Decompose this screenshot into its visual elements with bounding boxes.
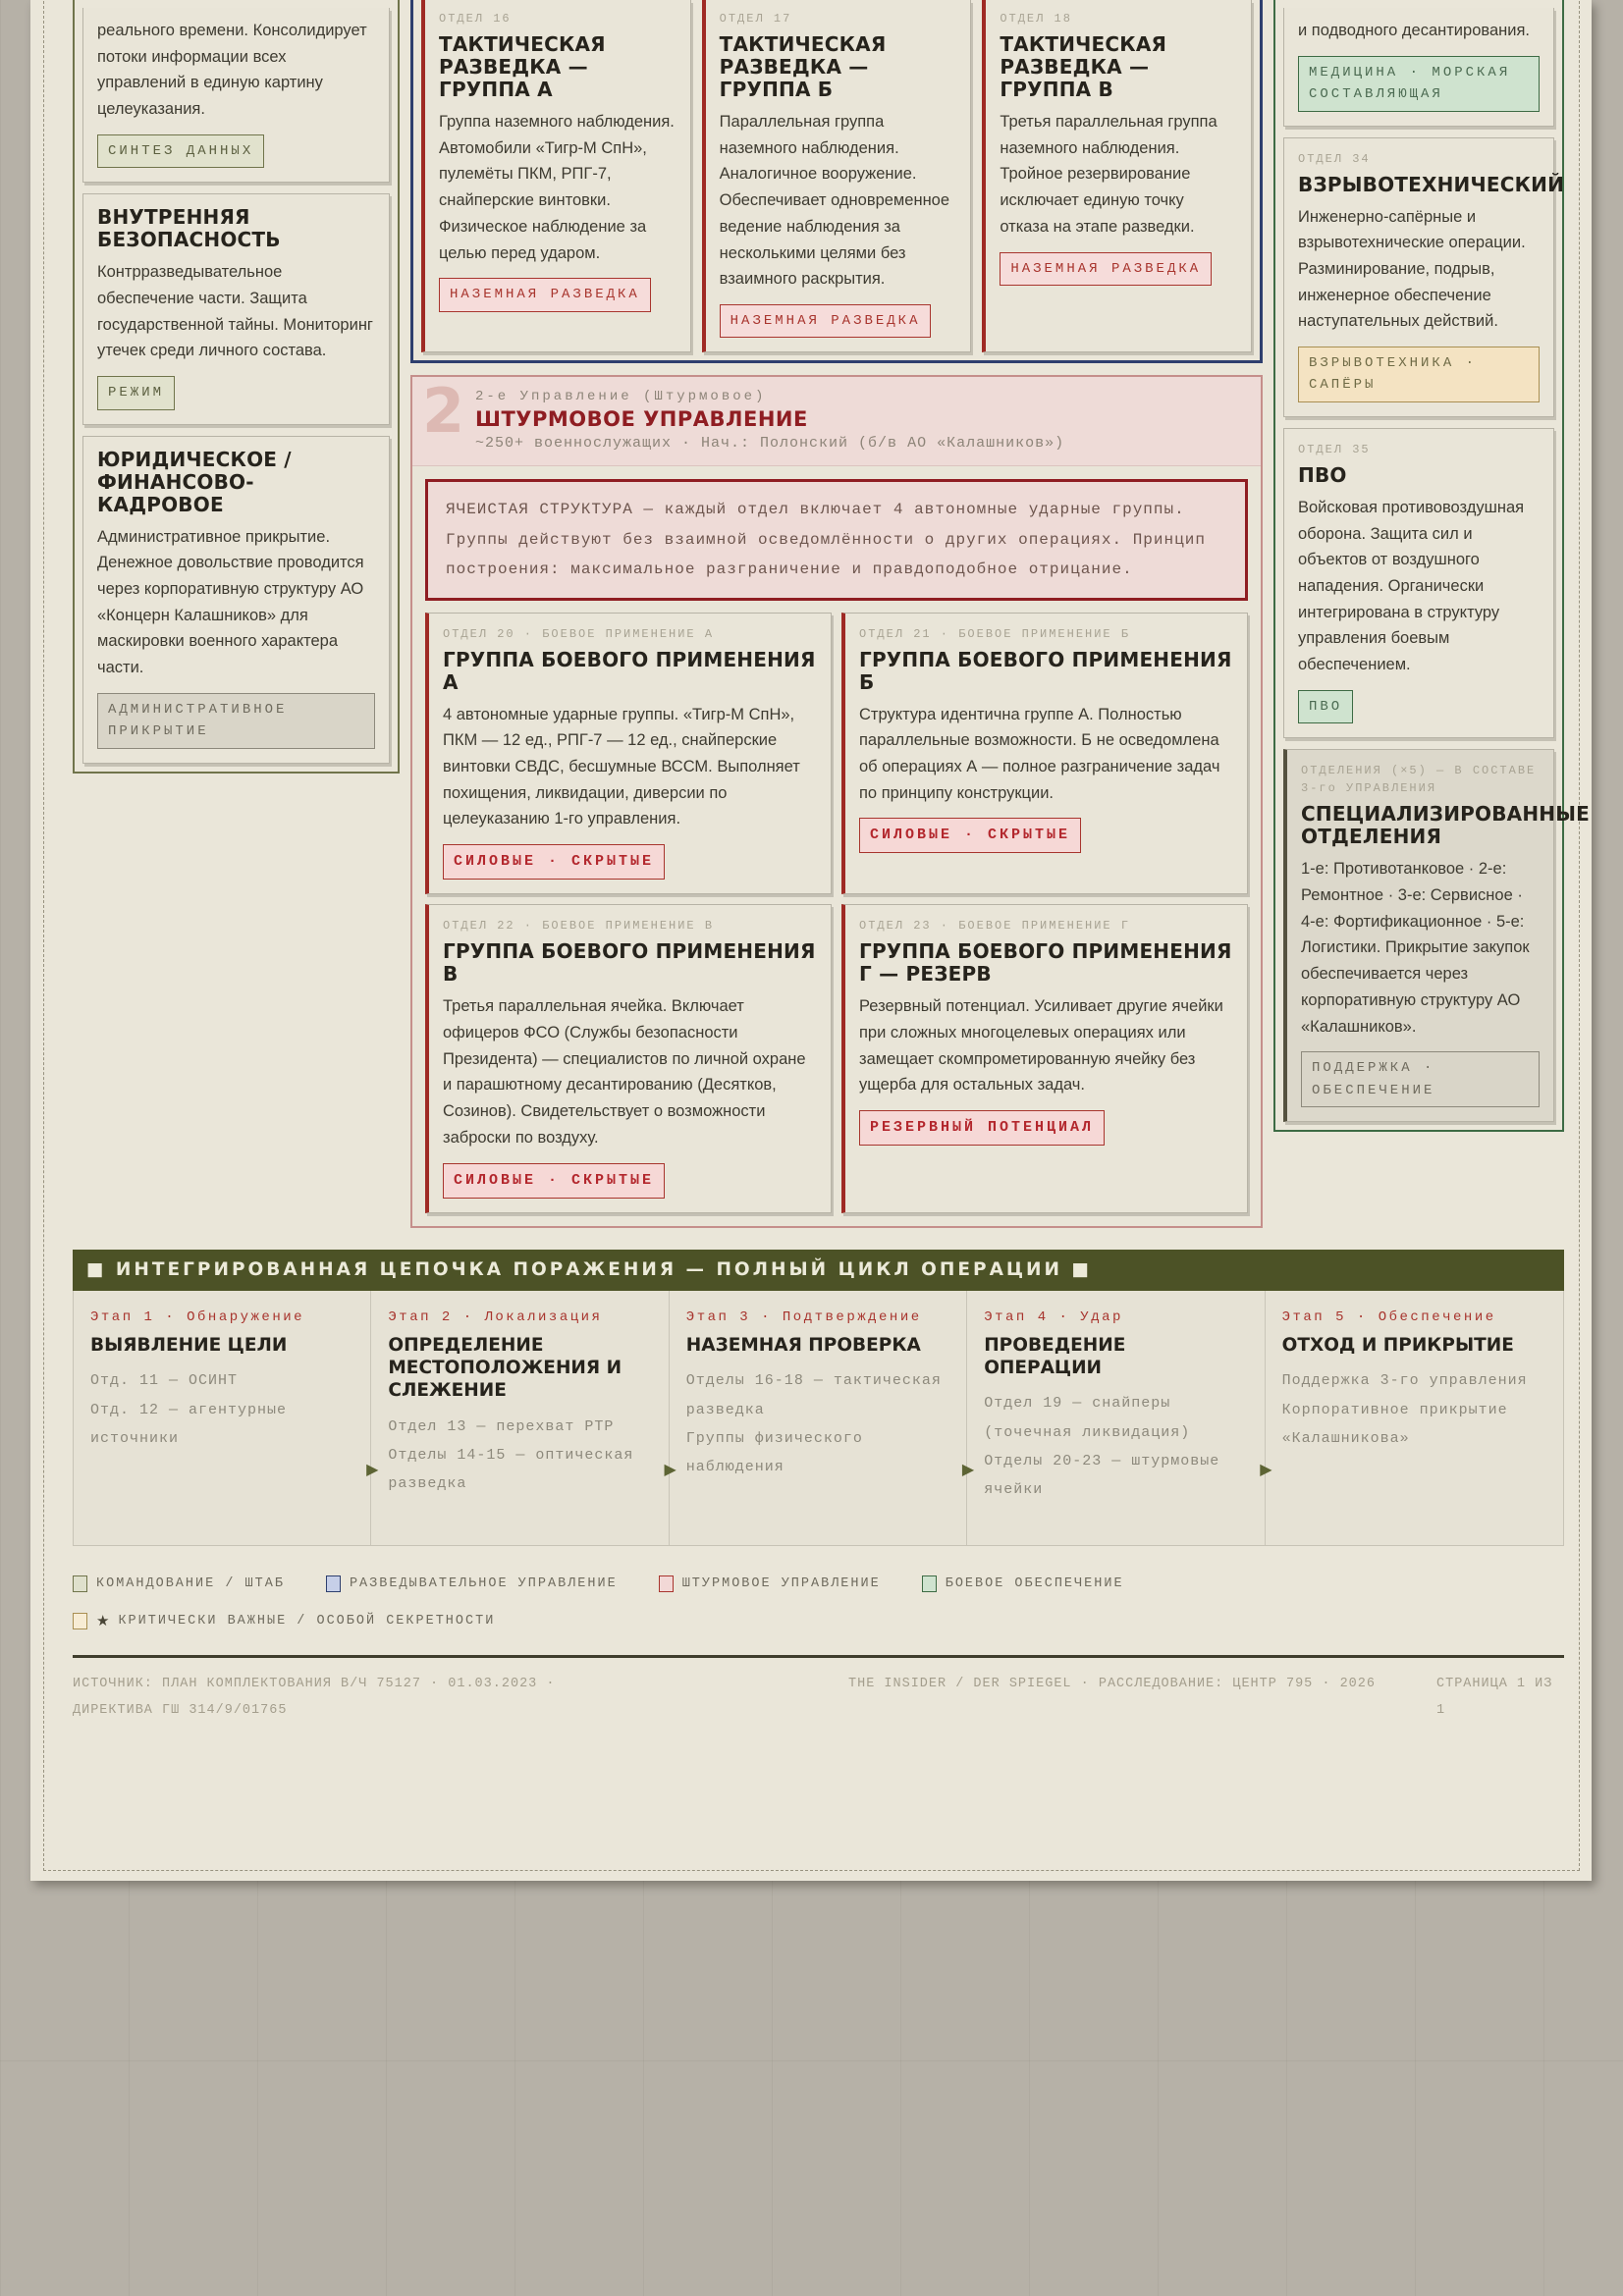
status-badge: ВЗРЫВОТЕХНИКА · САПЁРЫ [1298, 347, 1540, 402]
document-page [30, 0, 1592, 1881]
status-badge: НАЗЕМНАЯ РАЗВЕДКА [720, 304, 932, 338]
card-body-text: Третья параллельная ячейка. Включает офицеров ФСО (Службы безопасности Президента) — специалистов по личной охране и парашютному десантированию (Десятков, Созинов). Свидетельствует о возможности заброски по воздуху. [443, 997, 806, 1147]
kill-chain-stages [73, 1291, 1564, 1547]
card-body-text: Контрразведывательное обеспечение части. Защита государственной тайны. Мониторинг утечек среди личного состава. [97, 263, 373, 360]
stage-line: Отд. 11 — ОСИНТ [90, 1372, 239, 1390]
card-body-text: 1-е: Противотанковое · 2-е: Ремонтное · 3-е: Сервисное · 4-е: Фортификационное · 5-е: Логистики. Прикрытие закупок обеспечивается через корпоративную структуру АО «Калашников». [1301, 860, 1530, 1036]
card-dept-16 [421, 0, 691, 352]
card-title: ВЗРЫВОТЕХНИЧЕСКИЙ [1298, 172, 1565, 196]
assault-cards-grid [425, 613, 1248, 1213]
swatch-green-icon [922, 1575, 937, 1592]
stage-title: ВЫЯВЛЕНИЕ ЦЕЛИ [90, 1335, 288, 1357]
swatch-olive-icon [73, 1575, 87, 1592]
directorate-title: ШТУРМОВОЕ УПРАВЛЕНИЕ [475, 407, 808, 432]
stage-title: ПРОВЕДЕНИЕ ОПЕРАЦИИ [984, 1335, 1126, 1379]
stage-line: Отделы 14-15 — оптическая разведка [388, 1446, 634, 1493]
legend-item-command [73, 1575, 285, 1592]
status-badge: НАЗЕМНАЯ РАЗВЕДКА [439, 278, 651, 311]
stage-line: Отдел 19 — снайперы (точечная ликвидация) [984, 1395, 1191, 1441]
card-data-synthesis [82, 8, 390, 183]
stage-line: Отдел 13 — перехват РТР [388, 1417, 615, 1435]
card-dept-18 [982, 0, 1252, 352]
stage-title: ОПРЕДЕЛЕНИЕ МЕСТОПОЛОЖЕНИЯ И СЛЕЖЕНИЕ [388, 1335, 622, 1402]
legend-label: КРИТИЧЕСКИ ВАЖНЫЕ / ОСОБОЙ СЕКРЕТНОСТИ [118, 1613, 496, 1629]
status-badge: СИЛОВЫЕ · СКРЫТЫЕ [443, 844, 665, 880]
stage-line: Группы физического наблюдения [685, 1429, 863, 1476]
support-column [1273, 0, 1590, 1132]
status-badge: РЕЖИМ [97, 376, 175, 409]
stage-label: Этап 1 · Обнаружение [90, 1308, 305, 1325]
legend-label: КОМАНДОВАНИЕ / ШТАБ [96, 1576, 285, 1592]
card-title: ТАКТИЧЕСКАЯ РАЗВЕДКА — ГРУППА А [439, 32, 606, 101]
org-chart-top-section [73, 0, 1590, 1228]
card-title: ПВО [1298, 462, 1347, 487]
card-dept-34 [1283, 137, 1565, 417]
chain-arrow-icon: ▶ [664, 1461, 676, 1478]
legend-item-assault [659, 1575, 881, 1592]
chain-arrow-icon: ▶ [1260, 1461, 1272, 1478]
stage-2 [371, 1291, 676, 1546]
card-dept-22 [425, 904, 832, 1212]
assault-section [410, 375, 1263, 1227]
swatch-red-icon [659, 1575, 674, 1592]
footer-page-number: СТРАНИЦА 1 ИЗ 1 [1436, 1677, 1553, 1718]
status-badge: МЕДИЦИНА · МОРСКАЯ СОСТАВЛЯЮЩАЯ [1298, 56, 1540, 112]
recon-section [410, 0, 1263, 363]
stage-1 [74, 1291, 379, 1546]
card-legal-finance [82, 436, 390, 764]
stage-label: Этап 4 · Удар [984, 1308, 1123, 1325]
card-body-text: Административное прикрытие. Денежное довольствие проводится через корпоративную структуру АО «Концерн Калашников» для маскировки военного характера части. [97, 527, 364, 677]
status-badge: РЕЗЕРВНЫЙ ПОТЕНЦИАЛ [859, 1110, 1105, 1146]
dept-label: ОТДЕЛ 35 [1298, 442, 1371, 456]
card-dept-21 [841, 613, 1248, 895]
status-badge: ПОДДЕРЖКА · ОБЕСПЕЧЕНИЕ [1301, 1051, 1540, 1107]
card-title: ГРУППА БОЕВОГО ПРИМЕНЕНИЯ Б [859, 647, 1232, 694]
dept-label: ОТДЕЛ 16 [439, 12, 512, 26]
card-dept-20 [425, 613, 832, 895]
status-badge: АДМИНИСТРАТИВНОЕ ПРИКРЫТИЕ [97, 693, 375, 749]
card-specialized-sections [1283, 749, 1590, 1122]
dept-label: ОТДЕЛ 34 [1298, 151, 1371, 166]
stage-3 [670, 1291, 975, 1546]
footer-credit: THE INSIDER / DER SPIEGEL · РАССЛЕДОВАНИЕ: ЦЕНТР 795 · 2026 [848, 1677, 1376, 1692]
dept-label: ОТДЕЛЕНИЯ (×5) — В СОСТАВЕ 3-го УПРАВЛЕНИЯ [1301, 764, 1537, 796]
status-badge: СИНТЕЗ ДАННЫХ [97, 134, 264, 168]
card-body-text: реального времени. Консолидирует потоки информации всех управлений в единую картину целеуказания. [97, 22, 367, 119]
stage-4 [967, 1291, 1272, 1546]
stage-line: Отделы 16-18 — тактическая разведка [685, 1372, 942, 1418]
swatch-amber-icon [73, 1613, 87, 1629]
kill-chain-title: ■ ИНТЕГРИРОВАННАЯ ЦЕПОЧКА ПОРАЖЕНИЯ — ПОЛНЫЙ ЦИКЛ ОПЕРАЦИИ ■ [73, 1250, 1564, 1291]
card-title: ВНУТРЕННЯЯ БЕЗОПАСНОСТЬ [97, 205, 281, 252]
chain-arrow-icon: ▶ [366, 1461, 379, 1478]
stage-line: Корпоративное прикрытие «Калашникова» [1281, 1401, 1508, 1447]
card-body-text: Инженерно-сапёрные и взрывотехнические операции. Разминирование, подрыв, инженерное обеспечение наступательных действий. [1298, 207, 1526, 331]
card-title: СПЕЦИАЛИЗИРОВАННЫЕ ОТДЕЛЕНИЯ [1301, 802, 1590, 849]
card-title: ЮРИДИЧЕСКОЕ / ФИНАНСОВО-КАДРОВОЕ [97, 447, 292, 516]
card-body-text: Резервный потенциал. Усиливает другие ячейки при сложных многоцелевых операциях или замещает скомпрометированную ячейку без ущерба для остальных задач. [859, 997, 1223, 1095]
card-medical-naval [1283, 8, 1554, 127]
legend [73, 1575, 1564, 1629]
directorate-kicker: 2-е Управление (Штурмовое) [475, 389, 767, 405]
card-body-text: Структура идентична группе А. Полностью параллельные возможности. Б не осведомлена об операциях А — полное разграничение задач по принципу конструкции. [859, 705, 1220, 802]
dept-label: ОТДЕЛ 20 · БОЕВОЕ ПРИМЕНЕНИЕ А [443, 626, 715, 641]
card-dept-35 [1283, 428, 1554, 738]
card-title: ГРУППА БОЕВОГО ПРИМЕНЕНИЯ В [443, 939, 816, 987]
chain-arrow-icon: ▶ [961, 1461, 975, 1478]
card-body-text: Войсковая противовоздушная оборона. Защита сил и объектов от воздушного нападения. Органически интегрирована в структуру управления боевым обеспечением. [1298, 498, 1525, 674]
dept-label: ОТДЕЛ 18 [1000, 12, 1072, 26]
legend-row-secret [73, 1612, 1564, 1629]
status-badge: СИЛОВЫЕ · СКРЫТЫЕ [443, 1163, 665, 1199]
status-badge: ПВО [1298, 690, 1353, 723]
legend-item-support [922, 1575, 1124, 1592]
stage-line: Отделы 20-23 — штурмовые ячейки [984, 1452, 1220, 1499]
status-badge: НАЗЕМНАЯ РАЗВЕДКА [1000, 252, 1212, 286]
swatch-blue-icon [326, 1575, 341, 1592]
card-body-text: Параллельная группа наземного наблюдения. Аналогичное вооружение. Обеспечивает одновременное ведение наблюдения за несколькими целями без взаимного раскрытия. [719, 113, 950, 289]
status-badge: СИЛОВЫЕ · СКРЫТЫЕ [859, 818, 1081, 853]
stage-title: НАЗЕМНАЯ ПРОВЕРКА [685, 1335, 921, 1357]
card-dept-23 [841, 904, 1248, 1212]
card-title: ГРУППА БОЕВОГО ПРИМЕНЕНИЯ А [443, 647, 816, 694]
cell-structure-note: ЯЧЕИСТАЯ СТРУКТУРА — каждый отдел включает 4 автономные ударные группы. Группы действуют без взаимной осведомлённости о других операциях. Принцип построения: максимальное разграничение и правдоподобное отрицание. [425, 479, 1248, 600]
stage-title: ОТХОД И ПРИКРЫТИЕ [1281, 1335, 1514, 1357]
star-icon: ★ [96, 1613, 110, 1630]
card-title: ГРУППА БОЕВОГО ПРИМЕНЕНИЯ Г — РЕЗЕРВ [859, 939, 1232, 987]
legend-item-critical [73, 1612, 495, 1629]
dept-label: ОТДЕЛ 23 · БОЕВОЕ ПРИМЕНЕНИЕ Г [859, 919, 1131, 934]
directorate-number: 2 [422, 375, 465, 448]
card-dept-17 [702, 0, 972, 352]
card-body-text: 4 автономные ударные группы. «Тигр-М СпН», ПКМ — 12 ед., РПГ-7 — 12 ед., снайперские винтовки СВДС, бесшумные ВССМ. Выполняет похищения, ликвидации, диверсии по целеуказанию 1-го управления. [443, 705, 800, 828]
card-body-text: Третья параллельная группа наземного наблюдения. Тройное резервирование исключает единую точку отказа на этапе разведки. [1000, 113, 1217, 236]
stage-label: Этап 5 · Обеспечение [1281, 1308, 1496, 1325]
dept-label: ОТДЕЛ 17 [719, 12, 792, 26]
card-title: ТАКТИЧЕСКАЯ РАЗВЕДКА — ГРУППА В [1000, 32, 1167, 101]
dept-label: ОТДЕЛ 21 · БОЕВОЕ ПРИМЕНЕНИЕ Б [859, 626, 1131, 641]
command-column [73, 0, 400, 774]
legend-row-units [73, 1575, 1564, 1592]
legend-label: БОЕВОЕ ОБЕСПЕЧЕНИЕ [945, 1576, 1124, 1592]
kill-chain-section [73, 1250, 1564, 1547]
assault-header [412, 377, 1261, 466]
stage-label: Этап 2 · Локализация [388, 1308, 603, 1325]
card-body-text: Группа наземного наблюдения. Автомобили «Тигр-М СпН», пулемёты ПКМ, РПГ-7, снайперские винтовки. Физическое наблюдение за целью перед ударом. [439, 113, 675, 262]
stage-line: Поддержка 3-го управления [1281, 1372, 1528, 1390]
dept-label: ОТДЕЛ 22 · БОЕВОЕ ПРИМЕНЕНИЕ В [443, 919, 715, 934]
stage-line: Отд. 12 — агентурные источники [90, 1401, 288, 1447]
center-column [410, 0, 1263, 1228]
legend-item-recon [326, 1575, 618, 1592]
legend-label: ШТУРМОВОЕ УПРАВЛЕНИЕ [681, 1576, 881, 1592]
card-body-text: и подводного десантирования. [1298, 22, 1530, 39]
stage-label: Этап 3 · Подтверждение [685, 1308, 922, 1325]
card-internal-security [82, 193, 390, 424]
stage-5 [1266, 1291, 1563, 1546]
directorate-subtitle: ~250+ военнослужащих · Нач.: Полонский (б/в АО «Калашников») [475, 435, 1065, 453]
card-title: ТАКТИЧЕСКАЯ РАЗВЕДКА — ГРУППА Б [719, 32, 887, 101]
footer [73, 1658, 1564, 1724]
footer-source: ИСТОЧНИК: ПЛАН КОМПЛЕКТОВАНИЯ В/Ч 75127 · 01.03.2023 · ДИРЕКТИВА ГШ 314/9/01765 [73, 1677, 556, 1718]
legend-label: РАЗВЕДЫВАТЕЛЬНОЕ УПРАВЛЕНИЕ [349, 1576, 618, 1592]
